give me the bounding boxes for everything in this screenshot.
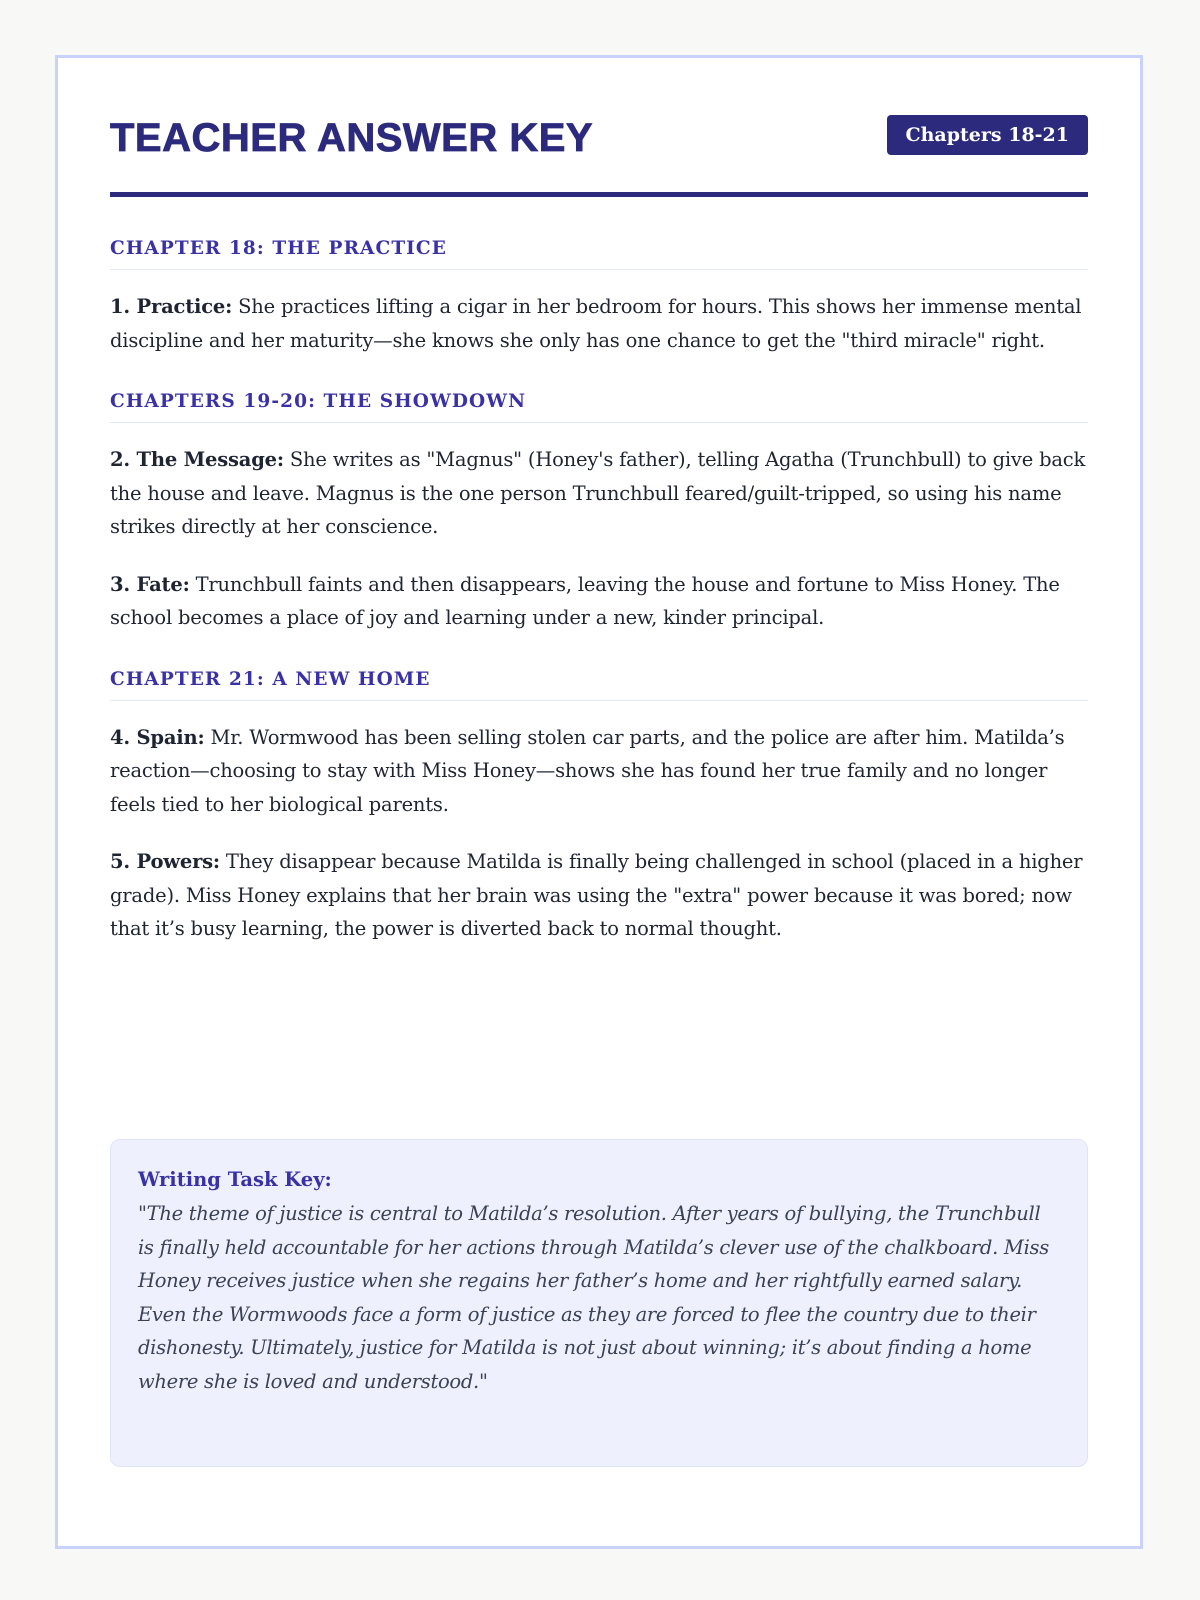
answer-key-card bbox=[55, 55, 1143, 1549]
section-heading: CHAPTER 21: A NEW HOME bbox=[110, 669, 1088, 701]
section-chapter-18 bbox=[110, 238, 1088, 357]
answer-text: She practices lifting a cigar in her bedroom for hours. This shows her immense mental discipline and her maturity—she knows she only has one chance to get the "third miracle" right. bbox=[110, 295, 1082, 352]
page-title: TEACHER ANSWER KEY bbox=[110, 116, 594, 160]
chapters-badge: Chapters 18-21 bbox=[887, 115, 1089, 155]
header-divider bbox=[110, 192, 1088, 197]
answer-label: 1. Practice: bbox=[110, 295, 233, 318]
answer-text: Mr. Wormwood has been selling stolen car parts, and the police are after him. Matilda’s reaction—choosing to stay with Miss Honey—shows she has found her true family and no longer feels tied to her biological parents. bbox=[110, 725, 1065, 816]
section-chapters-19-20 bbox=[110, 391, 1088, 635]
writing-task-text: "The theme of justice is central to Matilda’s resolution. After years of bullying, the Trunchbull is finally held accountable for her actions through Matilda’s clever use of the chalkboard. Miss Honey receives justice when she regains her father’s home and her rightfully earned salary. Even the Wormwoods face a form of justice as they are forced to flee the country due to their dishonesty. Ultimately, justice for Matilda is not just about winning; it’s about finding a home where she is loved and understood." bbox=[138, 1202, 1049, 1393]
answer-label: 5. Powers: bbox=[110, 850, 220, 873]
section-chapter-21 bbox=[110, 669, 1088, 946]
answer-item bbox=[110, 568, 1088, 635]
answer-text: They disappear because Matilda is finally being challenged in school (placed in a higher grade). Miss Honey explains that her brain was using the "extra" power because it was bored; now that it’s busy learning, the power is diverted back to normal thought. bbox=[110, 850, 1083, 940]
answer-text: Trunchbull faints and then disappears, leaving the house and fortune to Miss Honey. The school becomes a place of joy and learning under a new, kinder principal. bbox=[110, 572, 1060, 629]
answer-item bbox=[110, 845, 1088, 946]
sections bbox=[110, 238, 1088, 980]
section-heading: CHAPTER 18: THE PRACTICE bbox=[110, 238, 1088, 270]
answer-label: 4. Spain: bbox=[110, 725, 205, 749]
answer-text: She writes as "Magnus" (Honey's father), telling Agatha (Trunchbull) to give back the house and leave. Magnus is the one person Trunchbull feared/guilt-tripped, so using his name strikes directly at her conscience. bbox=[110, 448, 1086, 538]
answer-item bbox=[110, 721, 1088, 822]
answer-item bbox=[110, 290, 1088, 357]
answer-label: 3. Fate: bbox=[110, 572, 190, 596]
writing-task-label: Writing Task Key: bbox=[138, 1168, 332, 1191]
answer-item bbox=[110, 443, 1088, 544]
answer-label: 2. The Message: bbox=[110, 448, 284, 471]
writing-task-box bbox=[110, 1139, 1088, 1467]
section-heading: CHAPTERS 19-20: THE SHOWDOWN bbox=[110, 391, 1088, 423]
